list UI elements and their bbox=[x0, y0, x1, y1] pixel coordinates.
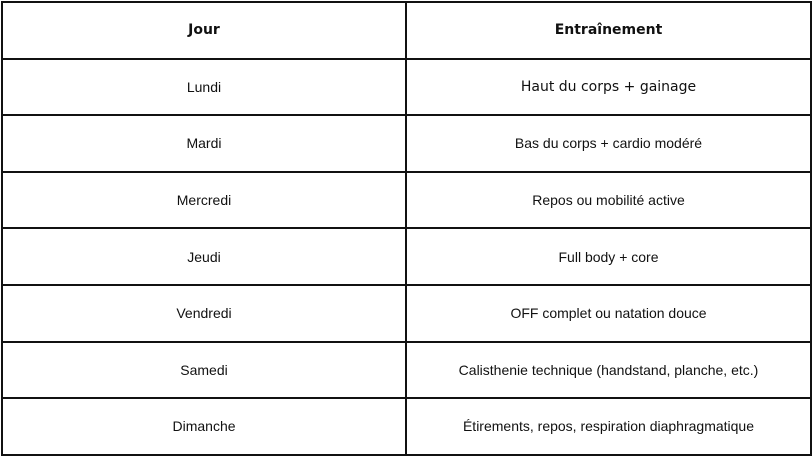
training-cell: Calisthenie technique (handstand, planche, etc.) bbox=[406, 342, 811, 399]
table-row bbox=[2, 398, 811, 455]
day-cell: Vendredi bbox=[2, 285, 406, 342]
table-row bbox=[2, 172, 811, 229]
day-cell: Samedi bbox=[2, 342, 406, 399]
table-row bbox=[2, 59, 811, 116]
table-row bbox=[2, 342, 811, 399]
day-cell: Mardi bbox=[2, 115, 406, 172]
day-cell: Mercredi bbox=[2, 172, 406, 229]
header-day: Jour bbox=[2, 2, 406, 59]
day-cell: Lundi bbox=[2, 59, 406, 116]
training-cell: Bas du corps + cardio modéré bbox=[406, 115, 811, 172]
training-cell: OFF complet ou natation douce bbox=[406, 285, 811, 342]
table-row bbox=[2, 115, 811, 172]
training-cell: Repos ou mobilité active bbox=[406, 172, 811, 229]
table-row bbox=[2, 228, 811, 285]
header-training: Entraînement bbox=[406, 2, 811, 59]
training-cell: Haut du corps + gainage bbox=[406, 59, 811, 116]
training-cell: Étirements, repos, respiration diaphragmatique bbox=[406, 398, 811, 455]
table-header-row bbox=[2, 2, 811, 59]
day-cell: Dimanche bbox=[2, 398, 406, 455]
training-cell: Full body + core bbox=[406, 228, 811, 285]
table-row bbox=[2, 285, 811, 342]
day-cell: Jeudi bbox=[2, 228, 406, 285]
training-schedule-table bbox=[1, 1, 812, 456]
